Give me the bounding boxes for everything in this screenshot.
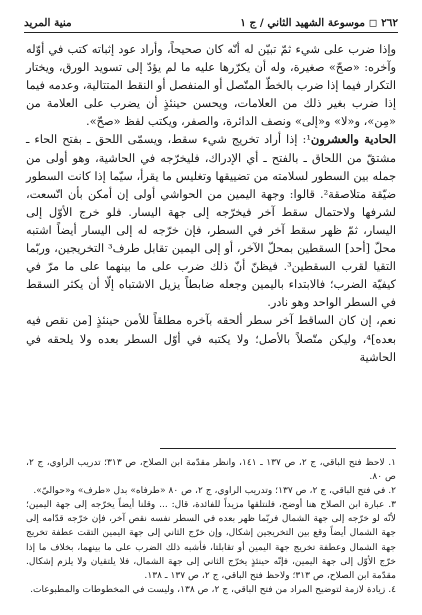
running-header (24, 16, 398, 33)
footnotes (26, 456, 396, 597)
section-heading: الحادية والعشرون (310, 132, 397, 147)
paragraph-2-text: ¹: إذا أراد تخريج شيء سقط، ويسمّى اللحق ـ بفتح الحاء ـ مشتقّ من اللحاق ـ بالفتح ـ أي الإدراك، فليخرّجه في الحاشية، وهو أولى من جمله بين السطور لسلامته من تضييقها وتغليس ما يقرأ، سيّما إذا كانت السطور ضيّقة متلاصقة². قالوا: وجهة اليمين من الحواشي أولى إن أمكن بأن اتّسعت، لشرفها ولاحتمال سقط آخر فيخرّجه إلى جهة اليسار. فلو خرج الأوّل إلى اليسار، ثمّ ظهر سقط آخر في السطر، فإن خرّجه له إلى اليسار أيضاً اشتبه محلّ [أحد] السقطين بمحلّ الآخر، أو إلى اليمين تقابل طرف³ التخريجين، وربّما التقيا لقرب السقطين³. فيظنّ أنّ ذلك ضرب على ما بينهما على ما مرّ في كيفيّة الضرب؛ فالابتداء باليمين وجعله ضابطاً يزيل الاشتباه إلّا أن يكثر السقط في السطر الواحد وهو نادر. (26, 132, 397, 310)
paragraph-3: نعم، إن كان الساقط آخر سطر ألحقه بآخره مطلقاً للأمن حينئذٍ [من نقص فيه بعده]⁴، وليكن متّصلاً بالأصل؛ ولا يكتبه في أوّل السطر بعده ولا يلحقه في الحاشية (26, 313, 396, 364)
footnote-separator (160, 448, 396, 449)
paragraph-1: وإذا ضرب على شيء ثمّ تبيّن له أنّه كان صحيحاً، وأراد عود إثباته كتب في أوّله وآخره: «صحّ» صغيرة، وله أن يكرّرها عليه ما لم يؤدّ إلى تسويد الورق، ويختار التكرار فيما إذا ضرب بالخطّ المتّصل أو المنفصل أو النقط المتتالية، وعدمه فيما إذا ضرب بغير ذلك من العلامات، ويحسن حينئذٍ أن يضرب على العلامة من «مِن»، و«لا» و«إلى» ونصف الدائرة، والصفر، ويكتب لفظ «صحّ». (26, 42, 396, 129)
footnote-3: ٣. عبارة ابن الصلاح هنا أوضح، فلنتلقها مزيداً للفائدة، قال: ... وقلنا أيضاً يخرّجه إلى جهة اليمين؛ لأنّه لو خرّجه إلى جهة الشمال فربّما ظهر بعده في السطر نفسه نقص آخر، فإن خرّجه قدّامه إلى جهة الشمال أيضاً وقع بين التخريجين إشكال، وإن خرّج الثاني إلى جهة اليمين التقت عطفة تخريج جهة الشمال وعطفة تخريج جهة اليمين أو تقابلتا، فأشبه ذلك الضرب على ما بينهما، بخلاف ما إذا خرّج الأوّل إلى جهة اليمين، فإنّه حينئذٍ يخرّج الثاني إلى جهة الشمال، فلا يلتقيان ولا يلزم إشكال. مقدّمة ابن الصلاح، ص ٣١٣؛ ولاحظ فتح الباقي، ج ٢، ص ١٣٧ ـ ١٣٨. (26, 500, 396, 581)
paragraph-2 (26, 130, 396, 311)
page-info: ٢٦٢ ◻ موسوعة الشهيد الثاني / ج ١ (240, 17, 398, 29)
footnote-1: ١. لاحظ فتح الباقي، ج ٢، ص ١٣٧ ـ ١٤١، وانظر مقدّمة ابن الصلاح، ص ٣١٣؛ تدريب الراوي، ج ٢، ص ٨٠. (26, 458, 396, 483)
footnote-4: ٤. زيادة لازمة لتوضيح المراد من فتح الباقي، ج ٢، ص ١٣٨، وليست في المخطوطات والمطبوعات. (30, 584, 396, 595)
footnote-2: ٢. في فتح الباقي، ج ٢، ص ١٣٧؛ وتدريب الراوي، ج ٢، ص ٨٠ «طرفاه» بدل «طرف» و«حواليّ». (33, 486, 396, 497)
main-text (26, 40, 396, 366)
book-title: منية المريد (24, 17, 72, 29)
